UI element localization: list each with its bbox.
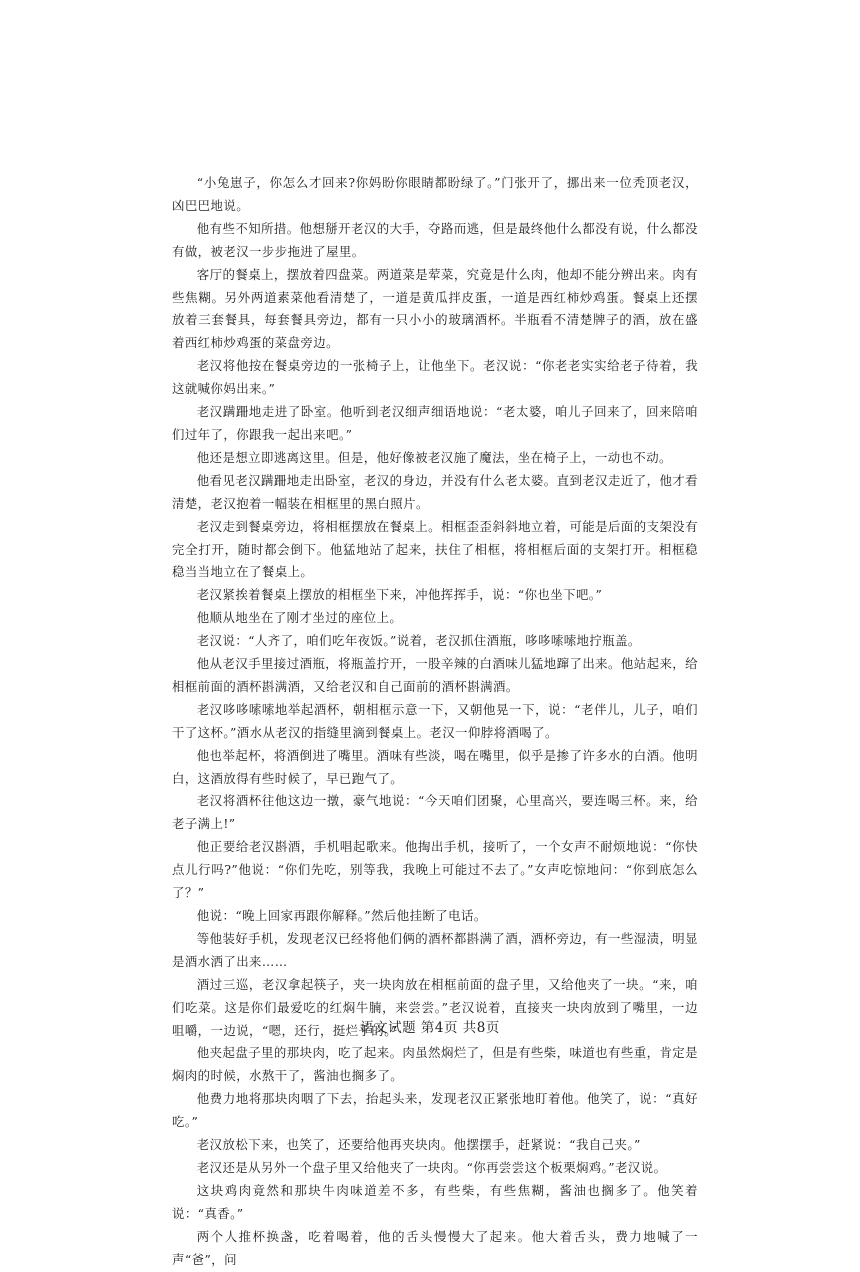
page-footer: 语文试题 第4页 共8页: [360, 1020, 500, 1036]
paragraph: 酒过三巡，老汉拿起筷子，夹一块肉放在相框前面的盘子里，又给他夹了一块。“来，咱们吃菜。这是你们最爱吃的红焖牛腩，来尝尝。”老汉说着，直接夹一块肉放到了嘴里，一边咀嚼，一边说，“嗯，还行，挺烂乎的。”: [172, 976, 698, 1038]
paragraph: 他从老汉手里接过酒瓶，将瓶盖拧开，一股辛辣的白酒味儿猛地蹿了出来。他站起来，给相框前面的酒杯斟满酒，又给老汉和自己面前的酒杯斟满酒。: [172, 656, 698, 694]
story-text: [172, 172, 698, 1272]
paragraph: 他费力地将那块肉咽了下去，抬起头来，发现老汉正紧张地盯着他。他笑了，说：“真好吃。”: [172, 1091, 698, 1130]
paragraph: 老汉还是从另外一个盘子里又给他夹了一块肉。“你再尝尝这个板栗焖鸡。”老汉说。: [196, 1159, 667, 1175]
paragraph: 两个人推杯换盏，吃着喝着，他的舌头慢慢大了起来。他大着舌头，费力地喊了一声“爸”，问: [172, 1228, 698, 1267]
paragraph: 客厅的餐桌上，摆放着四盘菜。两道菜是荤菜，究竟是什么肉，他却不能分辨出来。肉有些焦糊。另外两道素菜他看清楚了，一道是黄瓜拌皮蛋，一道是西红柿炒鸡蛋。餐桌上还摆放着三套餐具，每套餐具旁边，都有一只小小的玻璃酒杯。半瓶看不清楚牌子的酒，放在盛着西红柿炒鸡蛋的菜盘旁边。: [172, 266, 698, 351]
paragraph: 他有些不知所措。他想掰开老汉的大手，夺路而逃，但是最终他什么都没有说，什么都没有做，被老汉一步步拖进了屋里。: [172, 220, 698, 259]
paragraph: 老汉哆哆嗦嗦地举起酒杯，朝相框示意一下，又朝他晃一下，说：“老伴儿，儿子，咱们干了这杯。”酒水从老汉的指缝里滴到餐桌上。老汉一仰脖将酒喝了。: [172, 701, 698, 740]
paragraph: 他正要给老汉斟酒，手机唱起歌来。他掏出手机，接听了，一个女声不耐烦地说：“你快点儿行吗?”他说：“你们先吃，别等我，我晚上可能过不去了。”女声吃惊地问：“你到底怎么了？”: [172, 839, 698, 901]
paragraph: 这块鸡肉竟然和那块牛肉味道差不多，有些柴，有些焦糊，酱油也搁多了。他笑着说：“真香。”: [172, 1182, 698, 1221]
paragraph: 他夹起盘子里的那块肉，吃了起来。肉虽然焖烂了，但是有些柴，味道也有些重，肯定是焖肉的时候，水熬干了，酱油也搁多了。: [172, 1045, 698, 1084]
paragraph: 他还是想立即逃离这里。但是，他好像被老汉施了魔法，坐在椅子上，一动也不动。: [196, 449, 672, 465]
paragraph: 老汉说：“人齐了，咱们吃年夜饭。”说着，老汉抓住酒瓶，哆哆嗦嗦地拧瓶盖。: [196, 633, 641, 649]
paragraph: 他也举起杯，将酒倒进了嘴里。酒味有些淡，喝在嘴里，似乎是掺了许多水的白酒。他明白，这酒放得有些时候了，早已跑气了。: [172, 747, 698, 786]
paragraph: 老汉将他按在餐桌旁边的一张椅子上，让他坐下。老汉说：“你老老实实给老子待着，我这就喊你妈出来。”: [172, 358, 698, 397]
paragraph: 他顺从地坐在了刚才坐过的座位上。: [196, 610, 403, 626]
paragraph: 老汉放松下来，也笑了，还要给他再夹块肉。他摆摆手，赶紧说：“我自己夹。”: [196, 1137, 641, 1153]
paragraph: “小兔崽子，你怎么才回来?你妈盼你眼睛都盼绿了。”门张开了，挪出来一位秃顶老汉，凶巴巴地说。: [172, 175, 698, 213]
paragraph: 他看见老汉蹒跚地走出卧室，老汉的身边，并没有什么老太婆。直到老汉走近了，他才看清楚，老汉抱着一幅装在相框里的黑白照片。: [172, 472, 698, 511]
paragraph: 老汉蹒跚地走进了卧室。他听到老汉细声细语地说：“老太婆，咱儿子回来了，回来陪咱们过年了，你跟我一起出来吧。”: [172, 404, 698, 442]
paragraph: 等他装好手机，发现老汉已经将他们俩的酒杯都斟满了酒，酒杯旁边，有一些湿渍，明显是酒水洒了出来……: [172, 930, 698, 969]
paragraph: 他说：“晚上回家再跟你解释。”然后他挂断了电话。: [196, 908, 487, 923]
paragraph: 老汉将酒杯往他这边一撴，豪气地说：“今天咱们团聚，心里高兴，要连喝三杯。来，给老子满上!”: [172, 793, 698, 832]
paragraph: 老汉走到餐桌旁边，将相框摆放在餐桌上。相框歪歪斜斜地立着，可能是后面的支架没有完全打开，随时都会倒下。他猛地站了起来，扶住了相框，将相框后面的支架打开。相框稳稳当当地立在了餐桌上。: [172, 518, 698, 580]
paragraph: 老汉紧挨着餐桌上摆放的相框坐下来，冲他挥挥手，说：“你也坐下吧。”: [196, 587, 603, 603]
